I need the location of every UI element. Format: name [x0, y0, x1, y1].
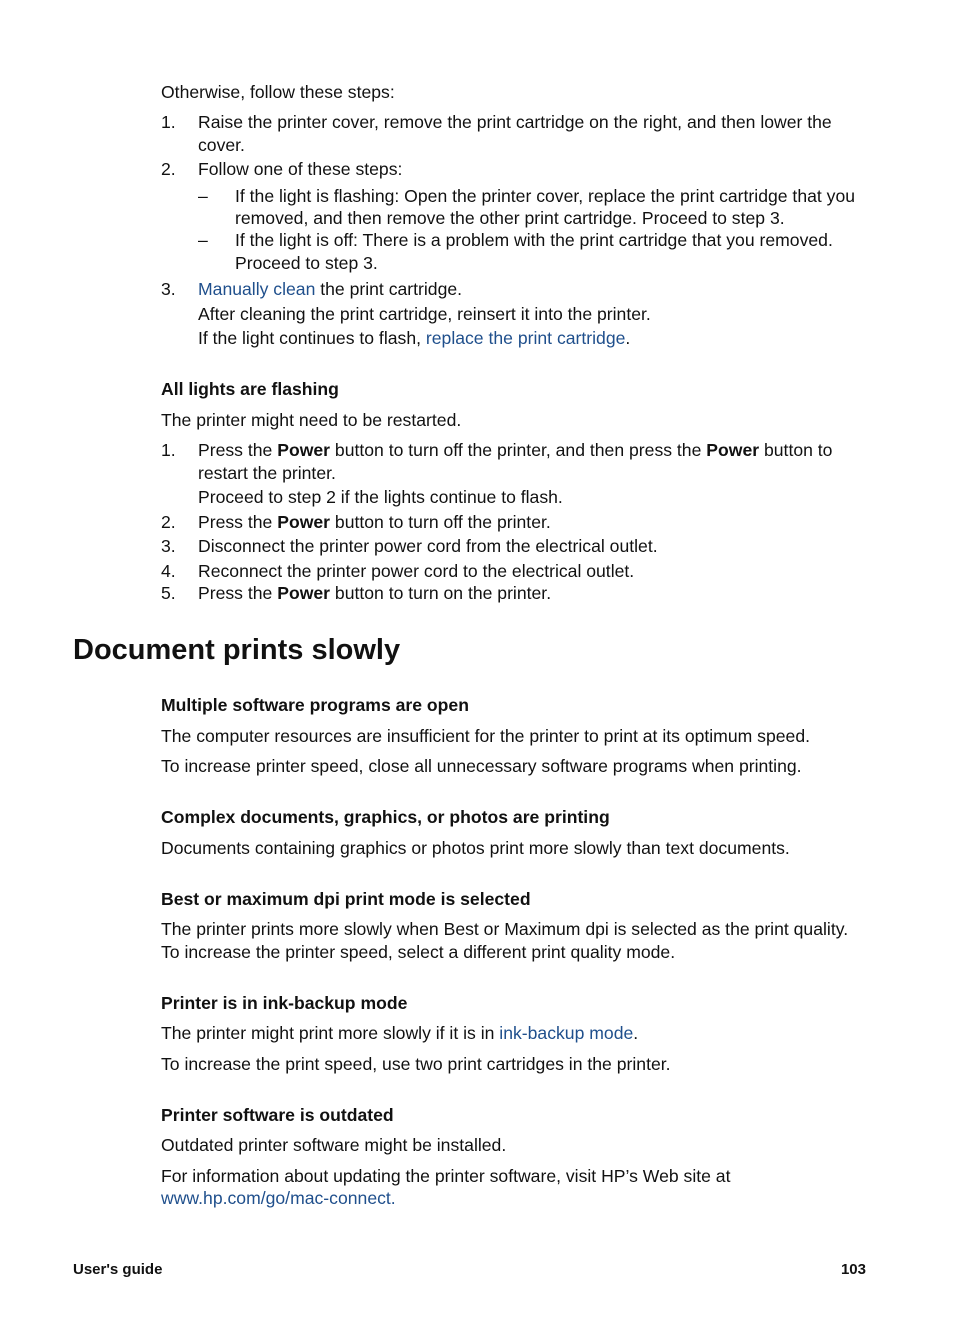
paragraph: Documents containing graphics or photos print more slowly than text documents. — [161, 838, 790, 858]
text-fragment: If the light continues to flash, — [198, 328, 426, 348]
substep-text: removed, and then remove the other print cartridge. Proceed to step 3. — [235, 208, 785, 228]
text-fragment: . — [633, 1023, 639, 1043]
substep-text: If the light is off: There is a problem with the print cartridge that you removed. — [235, 230, 833, 250]
paragraph: To increase the printer speed, select a different print quality mode. — [161, 942, 676, 962]
paragraph — [161, 1187, 396, 1210]
page-number: 103 — [840, 1261, 866, 1278]
text-fragment: button to turn on the printer. — [330, 583, 552, 603]
power-label: Power — [277, 440, 331, 460]
paragraph: To increase printer speed, close all unnecessary software programs when printing. — [161, 756, 802, 776]
text-fragment: button to turn off the printer, and then press the — [330, 440, 707, 460]
text-fragment: button to turn off the printer. — [330, 512, 551, 532]
dash-bullet: – — [198, 186, 208, 206]
step-text — [198, 278, 462, 301]
substep-text: Proceed to step 3. — [235, 253, 378, 273]
ink-backup-mode-link[interactable]: ink-backup mode — [499, 1023, 634, 1043]
step-number: 3. — [161, 536, 176, 556]
paragraph: For information about updating the printer software, visit HP’s Web site at — [161, 1166, 731, 1186]
paragraph: To increase the print speed, use two print cartridges in the printer. — [161, 1054, 671, 1074]
hp-mac-connect-link[interactable]: www.hp.com/go/mac-connect — [161, 1188, 391, 1208]
power-label: Power — [277, 512, 331, 532]
step-text: Raise the printer cover, remove the print cartridge on the right, and then lower the — [198, 112, 832, 132]
step-text — [198, 511, 551, 534]
power-label: Power — [706, 440, 760, 460]
step-text: After cleaning the print cartridge, reinsert it into the printer. — [198, 304, 651, 324]
step-text: cover. — [198, 135, 245, 155]
step-number: 1. — [161, 440, 176, 460]
step-text: restart the printer. — [198, 463, 336, 483]
dash-bullet: – — [198, 230, 208, 250]
subheading-outdated-software: Printer software is outdated — [161, 1105, 394, 1125]
text-fragment: The printer might print more slowly if it is in — [161, 1023, 500, 1043]
manually-clean-link[interactable]: Manually clean — [198, 279, 316, 299]
subheading-all-lights: All lights are flashing — [161, 379, 339, 399]
paragraph: Outdated printer software might be installed. — [161, 1135, 507, 1155]
paragraph: The printer prints more slowly when Best or Maximum dpi is selected as the print quality. — [161, 919, 849, 939]
subheading-best-dpi: Best or maximum dpi print mode is selected — [161, 889, 531, 909]
text-fragment: . — [390, 1188, 396, 1208]
paragraph: The printer might need to be restarted. — [161, 410, 462, 430]
text-fragment: Press the — [198, 583, 278, 603]
step-text: Proceed to step 2 if the lights continue to flash. — [198, 487, 563, 507]
subheading-complex-documents: Complex documents, graphics, or photos are printing — [161, 807, 610, 827]
step-number: 2. — [161, 512, 176, 532]
paragraph: The computer resources are insufficient for the printer to print at its optimum speed. — [161, 726, 810, 746]
intro-text: Otherwise, follow these steps: — [161, 82, 395, 102]
step-text: Disconnect the printer power cord from the electrical outlet. — [198, 536, 658, 556]
subheading-ink-backup: Printer is in ink-backup mode — [161, 993, 408, 1013]
footer-guide-label: User's guide — [73, 1261, 163, 1278]
subheading-multiple-programs: Multiple software programs are open — [161, 695, 469, 715]
step-number: 2. — [161, 159, 176, 179]
text-fragment: Press the — [198, 440, 278, 460]
text-fragment: . — [625, 328, 631, 348]
step-text: Reconnect the printer power cord to the electrical outlet. — [198, 561, 635, 581]
step-text — [198, 582, 551, 605]
text-fragment: button to — [759, 440, 833, 460]
step-text — [198, 439, 832, 462]
replace-cartridge-link[interactable]: replace the print cartridge — [425, 328, 626, 348]
step-text-rest: the print cartridge. — [315, 279, 463, 299]
step-number: 4. — [161, 561, 176, 581]
step-text: Follow one of these steps: — [198, 159, 403, 179]
paragraph — [161, 1022, 638, 1045]
substep-text: If the light is flashing: Open the printer cover, replace the print cartridge that you — [235, 186, 856, 206]
section-title: Document prints slowly — [73, 634, 401, 666]
step-number: 3. — [161, 279, 176, 299]
text-fragment: Press the — [198, 512, 278, 532]
step-number: 1. — [161, 112, 176, 132]
power-label: Power — [277, 583, 331, 603]
step-number: 5. — [161, 583, 176, 603]
step-text — [198, 327, 630, 350]
